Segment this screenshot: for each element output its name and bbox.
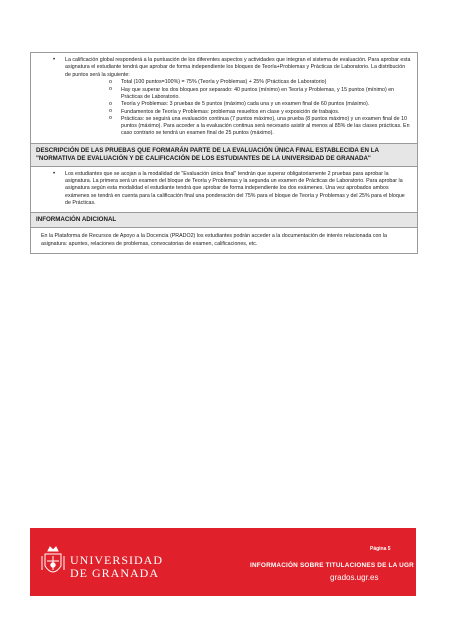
university-line-2: DE GRANADA	[70, 566, 159, 580]
evaluation-main-item	[37, 57, 411, 138]
adicional-body	[31, 228, 417, 253]
university-crest-icon	[40, 544, 66, 580]
sub-item-text: Fundamentos de Teoría y Problemas: problemas resueltos en clase y exposición de trabajos.	[121, 108, 340, 115]
evaluation-sub-item-1	[65, 79, 411, 86]
unica-body	[31, 167, 417, 212]
university-name	[70, 554, 163, 580]
unica-list	[37, 171, 411, 207]
site-link[interactable]: grados.ugr.es	[330, 573, 379, 582]
unica-item-text: Los estudiantes que se acojan a la modalidad de "Evaluación única final" tendrán que superar obligatoriamente 2 pruebas para aprobar la asignatura. La primera será un examen del bloque de Teoría y Problemas y la segunda un examen de Prácticas de Laboratorio. Para aprobar la asignatura según esta modalidad el estudiante tendrá que aprobar de forma independiente los dos exámenes. Una vez aprobados ambos exámenes se tendrá en cuenta para la calificación final una ponderación del 75% para el bloque de Teoría y Problemas y del 25% para el bloque de Prácticas.	[65, 170, 405, 206]
evaluation-list	[37, 57, 411, 138]
sub-item-text: Teoría y Problemas: 3 pruebas de 5 puntos (máximo) cada una y un examen final de 60 puntos (máximo).	[121, 101, 370, 108]
unica-item	[37, 171, 411, 207]
adicional-text: En la Plataforma de Recursos de Apoyo a la Docencia (PRADO2) los estudiantes podrán acceder a la documentación de interés relacionada con la asignatura: apuntes, relaciones de problemas, convocatorias de examen, calificaciones, etc.	[41, 233, 387, 247]
unica-section	[31, 143, 417, 166]
adicional-section	[31, 212, 417, 227]
adicional-body-section	[31, 227, 417, 253]
evaluation-sub-item-4	[65, 109, 411, 116]
unica-header: DESCRIPCIÓN DE LAS PRUEBAS QUE FORMARÁN PARTE DE LA EVALUACIÓN ÚNICA FINAL ESTABLECIDA EN LA "NORMATIVA DE EVALUACIÓN Y DE CALIFICACIÓN DE LOS ESTUDIANTES DE LA UNIVERSIDAD DE GRANADA"	[31, 144, 417, 166]
sub-item-text: Prácticas: se seguirá una evaluación continua (7 puntos máximo), una prueba (8 puntos máximo) y un examen final de 10 puntos (máximo). Para acceder a la evaluación continua será necesario asistir al menos al 85% de las clases prácticas. En caso contrario se tendrá un examen final de 25 puntos (máximo).	[121, 115, 410, 137]
university-line-1: UNIVERSIDAD	[70, 553, 163, 567]
document-table	[30, 52, 418, 254]
evaluation-sub-item-3	[65, 101, 411, 108]
unica-body-section	[31, 166, 417, 212]
evaluation-sub-item-5	[65, 116, 411, 138]
evaluation-section	[31, 53, 417, 143]
adicional-header: INFORMACIÓN ADICIONAL	[31, 213, 417, 227]
sub-item-text: Hay que superar los dos bloques por separado: 40 puntos (mínimo) en Teoría y Problemas, y 15 puntos (mínimo) en Prácticas de Laboratorio.	[121, 86, 395, 100]
footer-banner	[30, 528, 416, 596]
evaluation-sub-item-2	[65, 87, 411, 102]
evaluation-sub-list	[65, 79, 411, 137]
evaluation-main-text: La calificación global responderá a la puntuación de los diferentes aspectos y actividades que integran el sistema de evaluación. Para aprobar esta asignatura el estudiante tendrá que aprobar de forma independiente los bloques de Teoría+Problemas y Prácticas de Laboratorio. La distribución de puntos será la siguiente:	[65, 57, 411, 78]
info-label: INFORMACIÓN SOBRE TITULACIONES DE LA UGR	[250, 562, 414, 569]
evaluation-body	[31, 53, 417, 143]
page-number: Página 5	[370, 546, 391, 552]
sub-item-text: Total (100 puntos=100%) = 75% (Teoría y Problemas) + 25% (Prácticas de Laboratorio)	[121, 79, 327, 86]
